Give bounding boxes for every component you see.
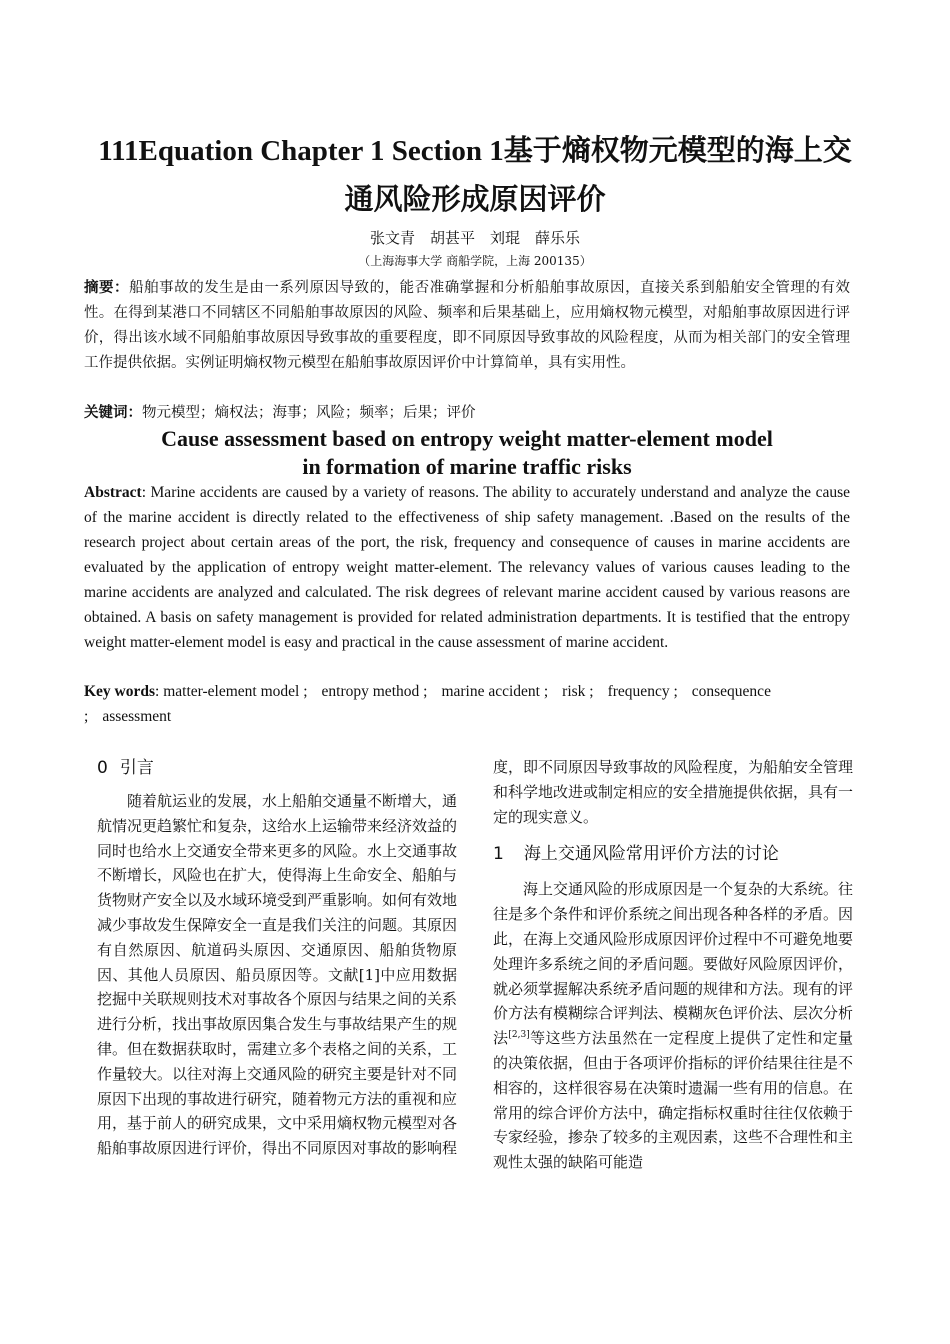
english-title-line-1: Cause assessment based on entropy weight matter-element model xyxy=(161,426,773,451)
english-abstract-label: Abstract xyxy=(84,484,142,501)
chinese-abstract xyxy=(84,275,850,376)
body-column-right xyxy=(493,755,853,1175)
keyword: marine accident ; xyxy=(441,683,549,700)
section-0-heading xyxy=(97,755,457,781)
body-column-left xyxy=(97,755,457,1161)
affiliation: （上海海事大学 商船学院，上海 200135） xyxy=(358,254,592,268)
section-1-heading xyxy=(493,841,853,867)
section-1-text-a: 海上交通风险的形成原因是一个复杂的大系统。往往是多个条件和评价系统之间出现各种各样的矛盾。因此，在海上交通风险形成原因评价过程中不可避免地要处理许多系统之间的矛盾问题。要做好风险原因评价，就必须掌握解决系统矛盾问题的规律和方法。现有的评价方法有模糊综合评判法、模糊灰色评价法、层次分析法 xyxy=(493,880,854,1048)
english-keywords xyxy=(84,679,850,729)
chinese-abstract-text: 船舶事故的发生是由一系列原因导致的，能否准确掌握和分析船舶事故原因，直接关系到船舶安全管理的有效性。在得到某港口不同辖区不同船舶事故原因的风险、频率和后果基础上，应用熵权物元模型，对船舶事故原因进行评价，得出该水域不同船舶事故原因导致事故的重要程度，即不同原因导致事故的风险程度，从而为相关部门的安全管理工作提供依据。实例证明熵权物元模型在船舶事故原因评价中计算简单，具有实用性。 xyxy=(84,280,850,371)
chinese-abstract-label: 摘要： xyxy=(84,279,130,296)
section-0-paragraph-continued: 度，即不同原因导致事故的风险程度，为船舶安全管理和科学地改进或制定相应的安全措施提供依据，具有一定的现实意义。 xyxy=(493,758,854,826)
title-line-2: 通风险形成原因评价 xyxy=(344,184,606,216)
citation: [2,3] xyxy=(508,1030,530,1041)
section-0-number: 0 xyxy=(97,758,108,778)
english-keywords-label: Key words xyxy=(84,683,156,700)
section-1-paragraph xyxy=(493,877,853,1175)
english-title-line-2: in formation of marine traffic risks xyxy=(302,454,632,479)
keyword: assessment xyxy=(102,708,172,725)
title-line-1: 111Equation Chapter 1 Section 1基于熵权物元模型的海上交 xyxy=(98,135,852,167)
section-0-title: 引言 xyxy=(119,758,154,778)
english-abstract-text: : Marine accidents are caused by a variety of reasons. The ability to accurately understand and analyze the cause of the marine accident is directly related to the effectiveness of ship safety management. .Based on the results of the research project about certain areas of the port, the risk, frequency and consequence of causes in marine accidents are evaluated by the application of entropy weight matter-element. The relevancy values of various causes leading to the marine accidents are analyzed and calculated. The risk degrees of relevant marine accident caused by various reasons are obtained. A basis on safety management is provided for related administration departments. It is testified that the entropy weight matter-element model is easy and practical in the cause assessment of marine accident. xyxy=(84,484,850,651)
keyword: consequence ; xyxy=(84,683,771,725)
english-title xyxy=(84,425,850,481)
section-0-paragraph: 随着航运业的发展，水上船舶交通量不断增大，通航情况更趋繁忙和复杂，这给水上运输带来经济效益的同时也给水上交通安全带来更多的风险。水上交通事故不断增长，风险也在扩大，使得海上生命安全、船舶与货物财产安全以及水域环境受到严重影响。如何有效地减少事故发生保障安全一直是我们关注的问题。其原因有自然原因、航道码头原因、交通原因、船舶货物原因、其他人员原因、船员原因等。文献[1]中应用数据挖掘中关联规则技术对事故各个原因与结果之间的关系进行分析，找出事故原因集合发生与事故结果产生的规律。但在数据获取时，需建立多个表格之间的关系，工作量较大。以往对海上交通风险的研究主要是针对不同原因下出现的事故进行研究，随着物元方法的重视和应用，基于前人的研究成果，文中采用熵权物元模型对各船舶事故原因进行评价，得出不同原因对事故的影响程 xyxy=(97,792,458,1158)
keyword: entropy method ; xyxy=(321,683,428,700)
authors: 张文青 胡甚平 刘琨 薛乐乐 xyxy=(369,229,580,247)
chinese-keywords xyxy=(84,400,850,426)
section-1-number: 1 xyxy=(493,844,504,865)
english-keywords-list xyxy=(84,683,771,725)
keyword: : matter-element model ; xyxy=(155,683,308,700)
english-abstract xyxy=(84,480,850,655)
chinese-keywords-label: 关键词： xyxy=(84,404,142,421)
chinese-keywords-text: 物元模型；熵权法；海事；风险；频率；后果；评价 xyxy=(142,405,476,421)
section-1-text-b: 等这些方法虽然在一定程度上提供了定性和定量的决策依据，但由于各项评价指标的评价结果往往是不相容的，这样很容易在决策时遗漏一些有用的信息。在常用的综合评价方法中，确定指标权重时往往仅依赖于专家经验，掺杂了较多的主观因素，这些不合理性和主观性太强的缺陷可能造 xyxy=(493,1029,854,1172)
section-1-title: 海上交通风险常用评价方法的讨论 xyxy=(523,844,779,865)
keyword: frequency ; xyxy=(607,683,678,700)
keyword: risk ; xyxy=(562,683,594,700)
